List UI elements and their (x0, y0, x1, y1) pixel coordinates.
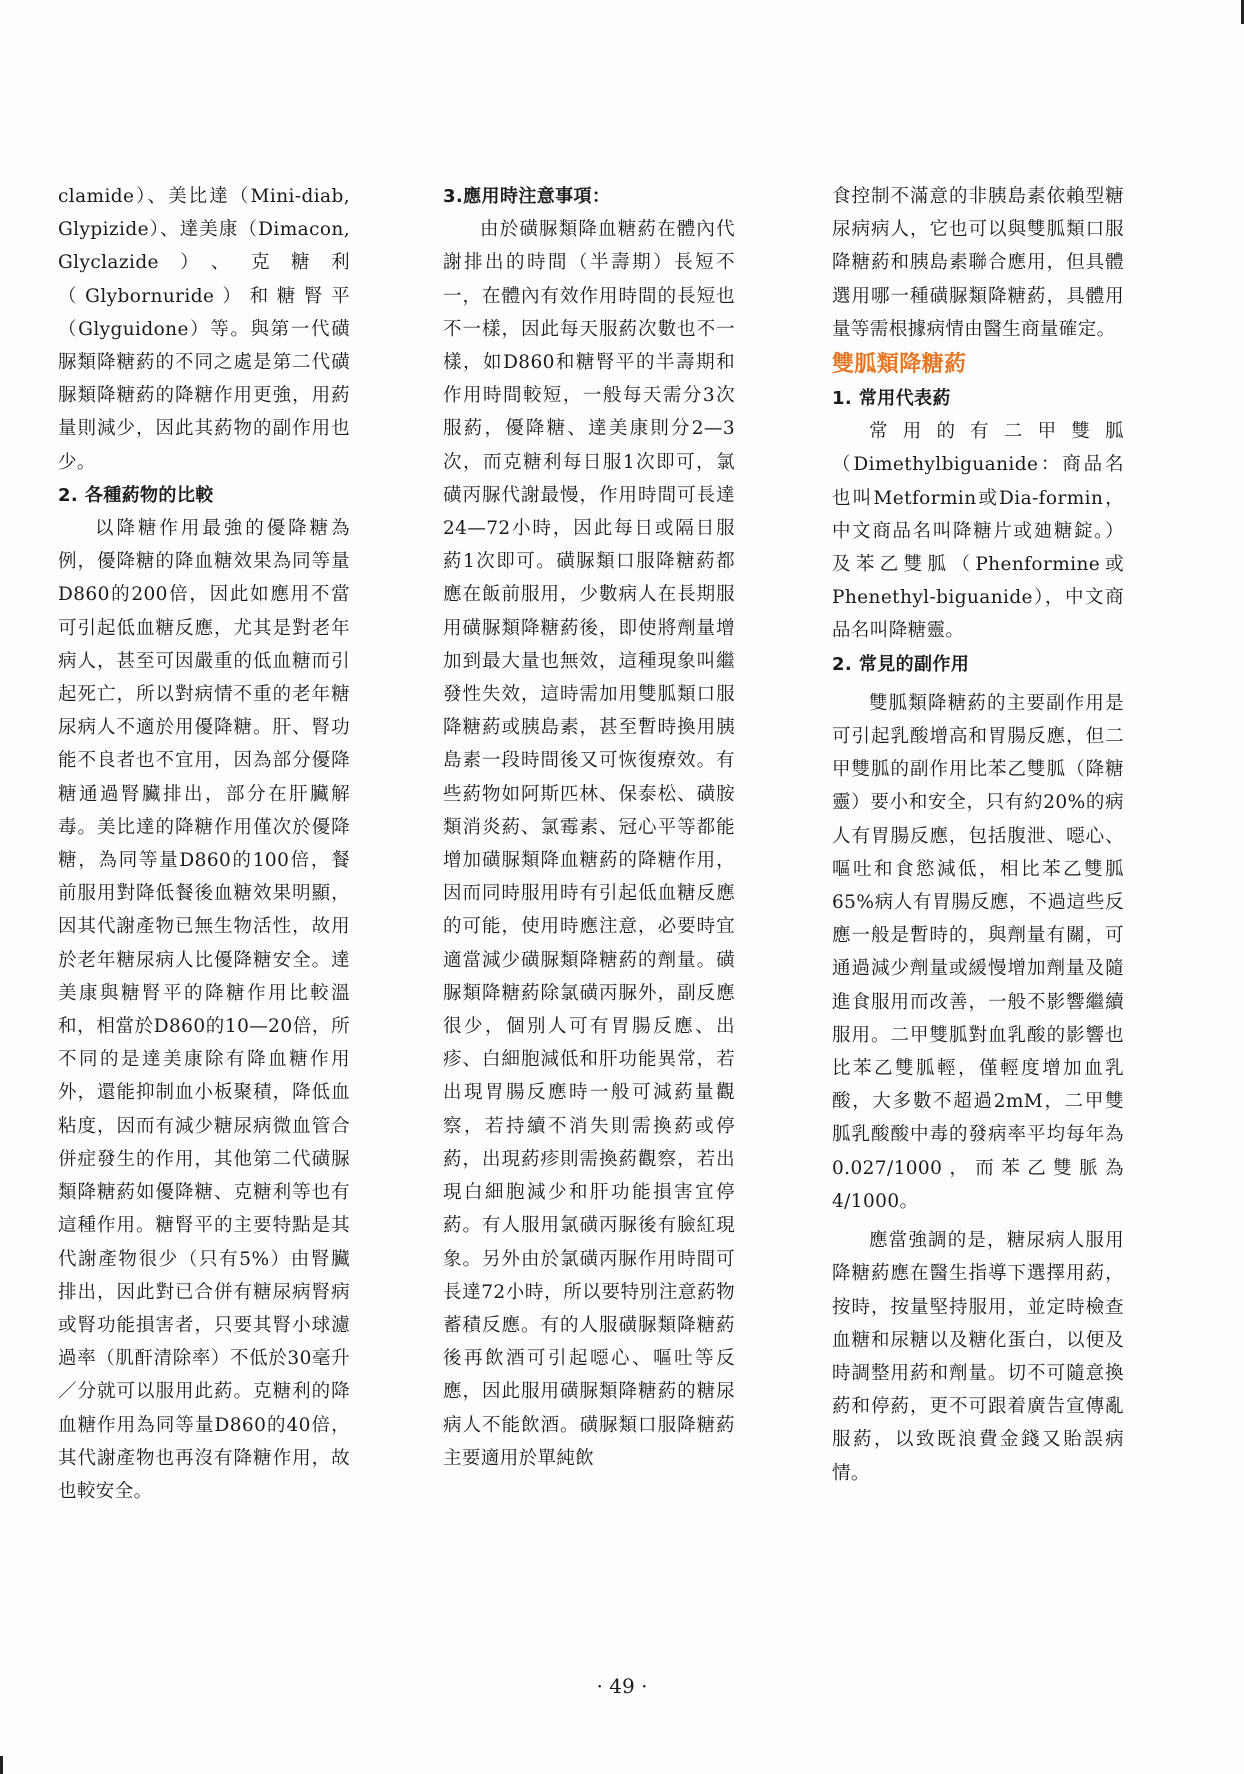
column-2 (443, 180, 735, 1475)
paragraph: 應當強調的是，糖尿病人服用降糖葯應在醫生指導下選擇用葯，按時，按量堅持服用，並定時檢查血糖和尿糖以及糖化蛋白，以便及時調整用葯和劑量。切不可隨意換葯和停葯，更不可跟着廣告宣傳亂服葯，以致既浪費金錢又貽誤病情。 (832, 1230, 1124, 1484)
paragraph: 由於磺脲類降血糖葯在體內代謝排出的時間（半壽期）長短不一，在體內有效作用時間的長短也不一樣，因此每天服葯次數也不一樣，如D860和糖腎平的半壽期和作用時間較短，一般每天需分3次服葯，優降糖、達美康則分2—3次，而克糖利每日服1次即可，氯磺丙脲代謝最慢，作用時間可長達24—72小時，因此每日或隔日服葯1次即可。磺脲類口服降糖葯都應在飯前服用，少數病人在長期服用磺脲類降糖葯後，即使將劑量增加到最大量也無效，這種現象叫繼發性失效，這時需加用雙胍類口服降糖葯或胰島素，甚至暫時換用胰島素一段時間後又可恢復療效。有些葯物如阿斯匹林、保泰松、磺胺類消炎葯、氯霉素、冠心平等都能增加磺脲類降血糖葯的降糖作用，因而同時服用時有引起低血糖反應的可能，使用時應注意，必要時宜適當減少磺脲類降糖葯的劑量。磺脲類降糖葯除氯磺丙脲外，副反應很少，個別人可有胃腸反應、出疹、白細胞減低和肝功能異常，若出現胃腸反應時一般可減葯量觀察，若持續不消失則需換葯或停葯，出現葯疹則需換葯觀察，若出現白細胞減少和肝功能損害宜停葯。有人服用氯磺丙脲後有臉紅現象。另外由於氯磺丙脲作用時間可長達72小時，所以要特別注意葯物蓄積反應。有的人服磺脲類降糖葯後再飲酒可引起噁心、嘔吐等反應，因此服用磺脲類降糖葯的糖尿病人不能飲酒。磺脲類口服降糖葯主要適用於單純飲 (443, 219, 735, 1469)
section-title-biguanides: 雙胍類降糖葯 (832, 352, 967, 378)
column-1 (58, 180, 350, 1508)
paragraph: 食控制不滿意的非胰島素依賴型糖尿病病人，它也可以與雙胍類口服降糖葯和胰島素聯合應用，但具體選用哪一種磺脲類降糖葯，具體用量等需根據病情由醫生商量確定。 (832, 186, 1124, 340)
scan-edge-mark (0, 1756, 3, 1774)
paragraph: 雙胍類降糖葯的主要副作用是可引起乳酸增高和胃腸反應，但二甲雙胍的副作用比苯乙雙胍（降糖靈）要小和安全，只有約20%的病人有胃腸反應，包括腹泄、噁心、嘔吐和食慾減低，相比苯乙雙胍65%病人有胃腸反應，不過這些反應一般是暫時的，與劑量有關，可通過減少劑量或緩慢增加劑量及隨進食服用而改善，一般不影響繼續服用。二甲雙胍對血乳酸的影響也比苯乙雙胍輕，僅輕度增加血乳酸，大多數不超過2mM，二甲雙胍乳酸酸中毒的發病率平均每年為0.027/1000，而苯乙雙脈為4/1000。 (832, 692, 1124, 1212)
subheading-side-effects: 2. 常見的副作用 (832, 653, 970, 675)
paragraph: 以降糖作用最強的優降糖為例，優降糖的降血糖效果為同等量D860的200倍，因此如應用不當可引起低血糖反應，尤其是對老年病人，甚至可因嚴重的低血糖而引起死亡，所以對病情不重的老年糖尿病人不適於用優降糖。肝、腎功能不良者也不宜用，因為部分優降糖通過腎臟排出，部分在肝臟解毒。美比達的降糖作用僅次於優降糖，為同等量D860的100倍，餐前服用對降低餐後血糖效果明顯，因其代謝產物已無生物活性，故用於老年糖尿病人比優降糖安全。達美康與糖腎平的降糖作用比較溫和，相當於D860的10—20倍，所不同的是達美康除有降血糖作用外，還能抑制血小板聚積，降低血粘度，因而有減少糖尿病微血管合併症發生的作用，其他第二代磺脲類降糖葯如優降糖、克糖利等也有這種作用。糖腎平的主要特點是其代謝產物很少（只有5%）由腎臟排出，因此對已合併有糖尿病腎病或腎功能損害者，只要其腎小球濾過率（肌酐清除率）不低於30毫升／分就可以服用此葯。克糖利的降血糖作用為同等量D860的40倍，其代謝產物也再沒有降糖作用，故也較安全。 (58, 518, 350, 1502)
subheading-precautions: 3.應用時注意事項： (443, 186, 611, 207)
paragraph: clamide）、美比達（Mini-diab, Glypizide）、達美康（Dimacon, Glyclazide）、克糖利（Glybornuride）和糖腎平（Glyguidone）等。與第一代磺脲類降糖葯的不同之處是第二代磺脲類降糖葯的降糖作用更強，用葯量則減少，因此其葯物的副作用也少。 (58, 186, 350, 473)
subheading-common-drugs: 1. 常用代表葯 (832, 388, 951, 410)
paragraph: 常用的有二甲雙胍（Dimethylbiguanide：商品名也叫Metformin或Dia-formin，中文商品名叫降糖片或廸糖錠。）及苯乙雙胍（Phenformine或Phenethyl-biguanide），中文商品名叫降糖靈。 (832, 421, 1124, 642)
page-number: · 49 · (596, 1674, 648, 1698)
column-3 (832, 180, 1124, 1490)
subheading-drug-comparison: 2. 各種葯物的比較 (58, 484, 214, 506)
